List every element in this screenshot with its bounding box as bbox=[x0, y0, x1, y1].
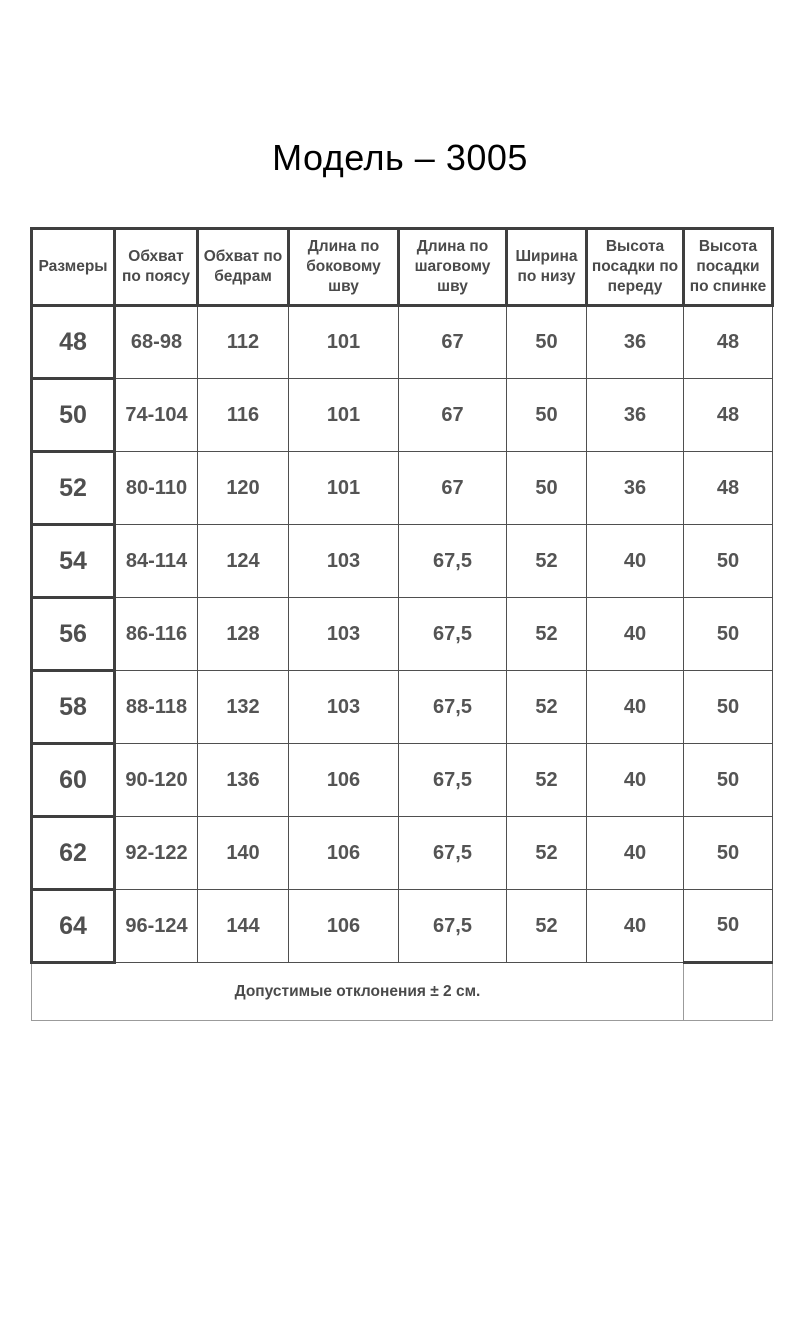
value-cell: 50 bbox=[684, 890, 773, 963]
table-row bbox=[32, 817, 773, 890]
value-cell: 36 bbox=[587, 452, 684, 525]
value-cell: 96-124 bbox=[115, 890, 198, 963]
value-cell: 50 bbox=[684, 817, 773, 890]
table-row bbox=[32, 452, 773, 525]
size-cell: 56 bbox=[32, 598, 115, 671]
value-cell: 52 bbox=[507, 525, 587, 598]
value-cell: 67,5 bbox=[399, 671, 507, 744]
value-cell: 40 bbox=[587, 890, 684, 963]
value-cell: 116 bbox=[198, 379, 289, 452]
value-cell: 101 bbox=[289, 306, 399, 379]
value-cell: 50 bbox=[684, 744, 773, 817]
value-cell: 67 bbox=[399, 306, 507, 379]
value-cell: 40 bbox=[587, 525, 684, 598]
value-cell: 40 bbox=[587, 598, 684, 671]
value-cell: 67,5 bbox=[399, 744, 507, 817]
value-cell: 106 bbox=[289, 744, 399, 817]
value-cell: 67 bbox=[399, 379, 507, 452]
size-cell: 62 bbox=[32, 817, 115, 890]
value-cell: 50 bbox=[684, 598, 773, 671]
table-header-row bbox=[32, 229, 773, 306]
value-cell: 40 bbox=[587, 817, 684, 890]
value-cell: 67,5 bbox=[399, 817, 507, 890]
value-cell: 120 bbox=[198, 452, 289, 525]
column-header-inseam-length: Длина по шаговому шву bbox=[399, 229, 507, 306]
value-cell: 140 bbox=[198, 817, 289, 890]
value-cell: 124 bbox=[198, 525, 289, 598]
value-cell: 48 bbox=[684, 306, 773, 379]
value-cell: 52 bbox=[507, 817, 587, 890]
value-cell: 50 bbox=[684, 671, 773, 744]
column-header-sizes: Размеры bbox=[32, 229, 115, 306]
column-header-bottom-width: Ширина по низу bbox=[507, 229, 587, 306]
value-cell: 68-98 bbox=[115, 306, 198, 379]
value-cell: 67,5 bbox=[399, 890, 507, 963]
value-cell: 103 bbox=[289, 525, 399, 598]
size-cell: 60 bbox=[32, 744, 115, 817]
value-cell: 52 bbox=[507, 890, 587, 963]
value-cell: 103 bbox=[289, 598, 399, 671]
value-cell: 80-110 bbox=[115, 452, 198, 525]
footer-note: Допустимые отклонения ± 2 см. bbox=[32, 963, 684, 1021]
size-cell: 48 bbox=[32, 306, 115, 379]
value-cell: 106 bbox=[289, 890, 399, 963]
size-cell: 52 bbox=[32, 452, 115, 525]
value-cell: 84-114 bbox=[115, 525, 198, 598]
size-chart-table bbox=[30, 227, 774, 1021]
table-row bbox=[32, 671, 773, 744]
value-cell: 132 bbox=[198, 671, 289, 744]
table-row bbox=[32, 525, 773, 598]
value-cell: 48 bbox=[684, 452, 773, 525]
value-cell: 92-122 bbox=[115, 817, 198, 890]
size-cell: 54 bbox=[32, 525, 115, 598]
value-cell: 50 bbox=[507, 452, 587, 525]
table-row bbox=[32, 744, 773, 817]
value-cell: 103 bbox=[289, 671, 399, 744]
column-header-front-rise: Высота посадки по переду bbox=[587, 229, 684, 306]
value-cell: 52 bbox=[507, 744, 587, 817]
column-header-side-seam-length: Длина по боковому шву bbox=[289, 229, 399, 306]
value-cell: 144 bbox=[198, 890, 289, 963]
value-cell: 101 bbox=[289, 379, 399, 452]
value-cell: 40 bbox=[587, 671, 684, 744]
value-cell: 67,5 bbox=[399, 598, 507, 671]
table-row bbox=[32, 598, 773, 671]
value-cell: 52 bbox=[507, 671, 587, 744]
table-body bbox=[32, 306, 773, 963]
value-cell: 88-118 bbox=[115, 671, 198, 744]
table-row bbox=[32, 890, 773, 963]
value-cell: 86-116 bbox=[115, 598, 198, 671]
page-title: Модель – 3005 bbox=[272, 137, 528, 178]
table-row bbox=[32, 379, 773, 452]
size-cell: 64 bbox=[32, 890, 115, 963]
value-cell: 36 bbox=[587, 379, 684, 452]
value-cell: 67 bbox=[399, 452, 507, 525]
value-cell: 50 bbox=[507, 306, 587, 379]
column-header-hips: Обхват по бедрам bbox=[198, 229, 289, 306]
value-cell: 106 bbox=[289, 817, 399, 890]
value-cell: 74-104 bbox=[115, 379, 198, 452]
table-footer bbox=[32, 963, 773, 1021]
value-cell: 90-120 bbox=[115, 744, 198, 817]
value-cell: 50 bbox=[507, 379, 587, 452]
value-cell: 48 bbox=[684, 379, 773, 452]
value-cell: 36 bbox=[587, 306, 684, 379]
footer-empty-cell bbox=[684, 963, 773, 1021]
value-cell: 50 bbox=[684, 525, 773, 598]
value-cell: 40 bbox=[587, 744, 684, 817]
value-cell: 52 bbox=[507, 598, 587, 671]
value-cell: 67,5 bbox=[399, 525, 507, 598]
column-header-back-rise: Высота посадки по спинке bbox=[684, 229, 773, 306]
table-row bbox=[32, 306, 773, 379]
value-cell: 128 bbox=[198, 598, 289, 671]
value-cell: 101 bbox=[289, 452, 399, 525]
value-cell: 112 bbox=[198, 306, 289, 379]
size-cell: 58 bbox=[32, 671, 115, 744]
value-cell: 136 bbox=[198, 744, 289, 817]
size-cell: 50 bbox=[32, 379, 115, 452]
column-header-waist: Обхват по поясу bbox=[115, 229, 198, 306]
